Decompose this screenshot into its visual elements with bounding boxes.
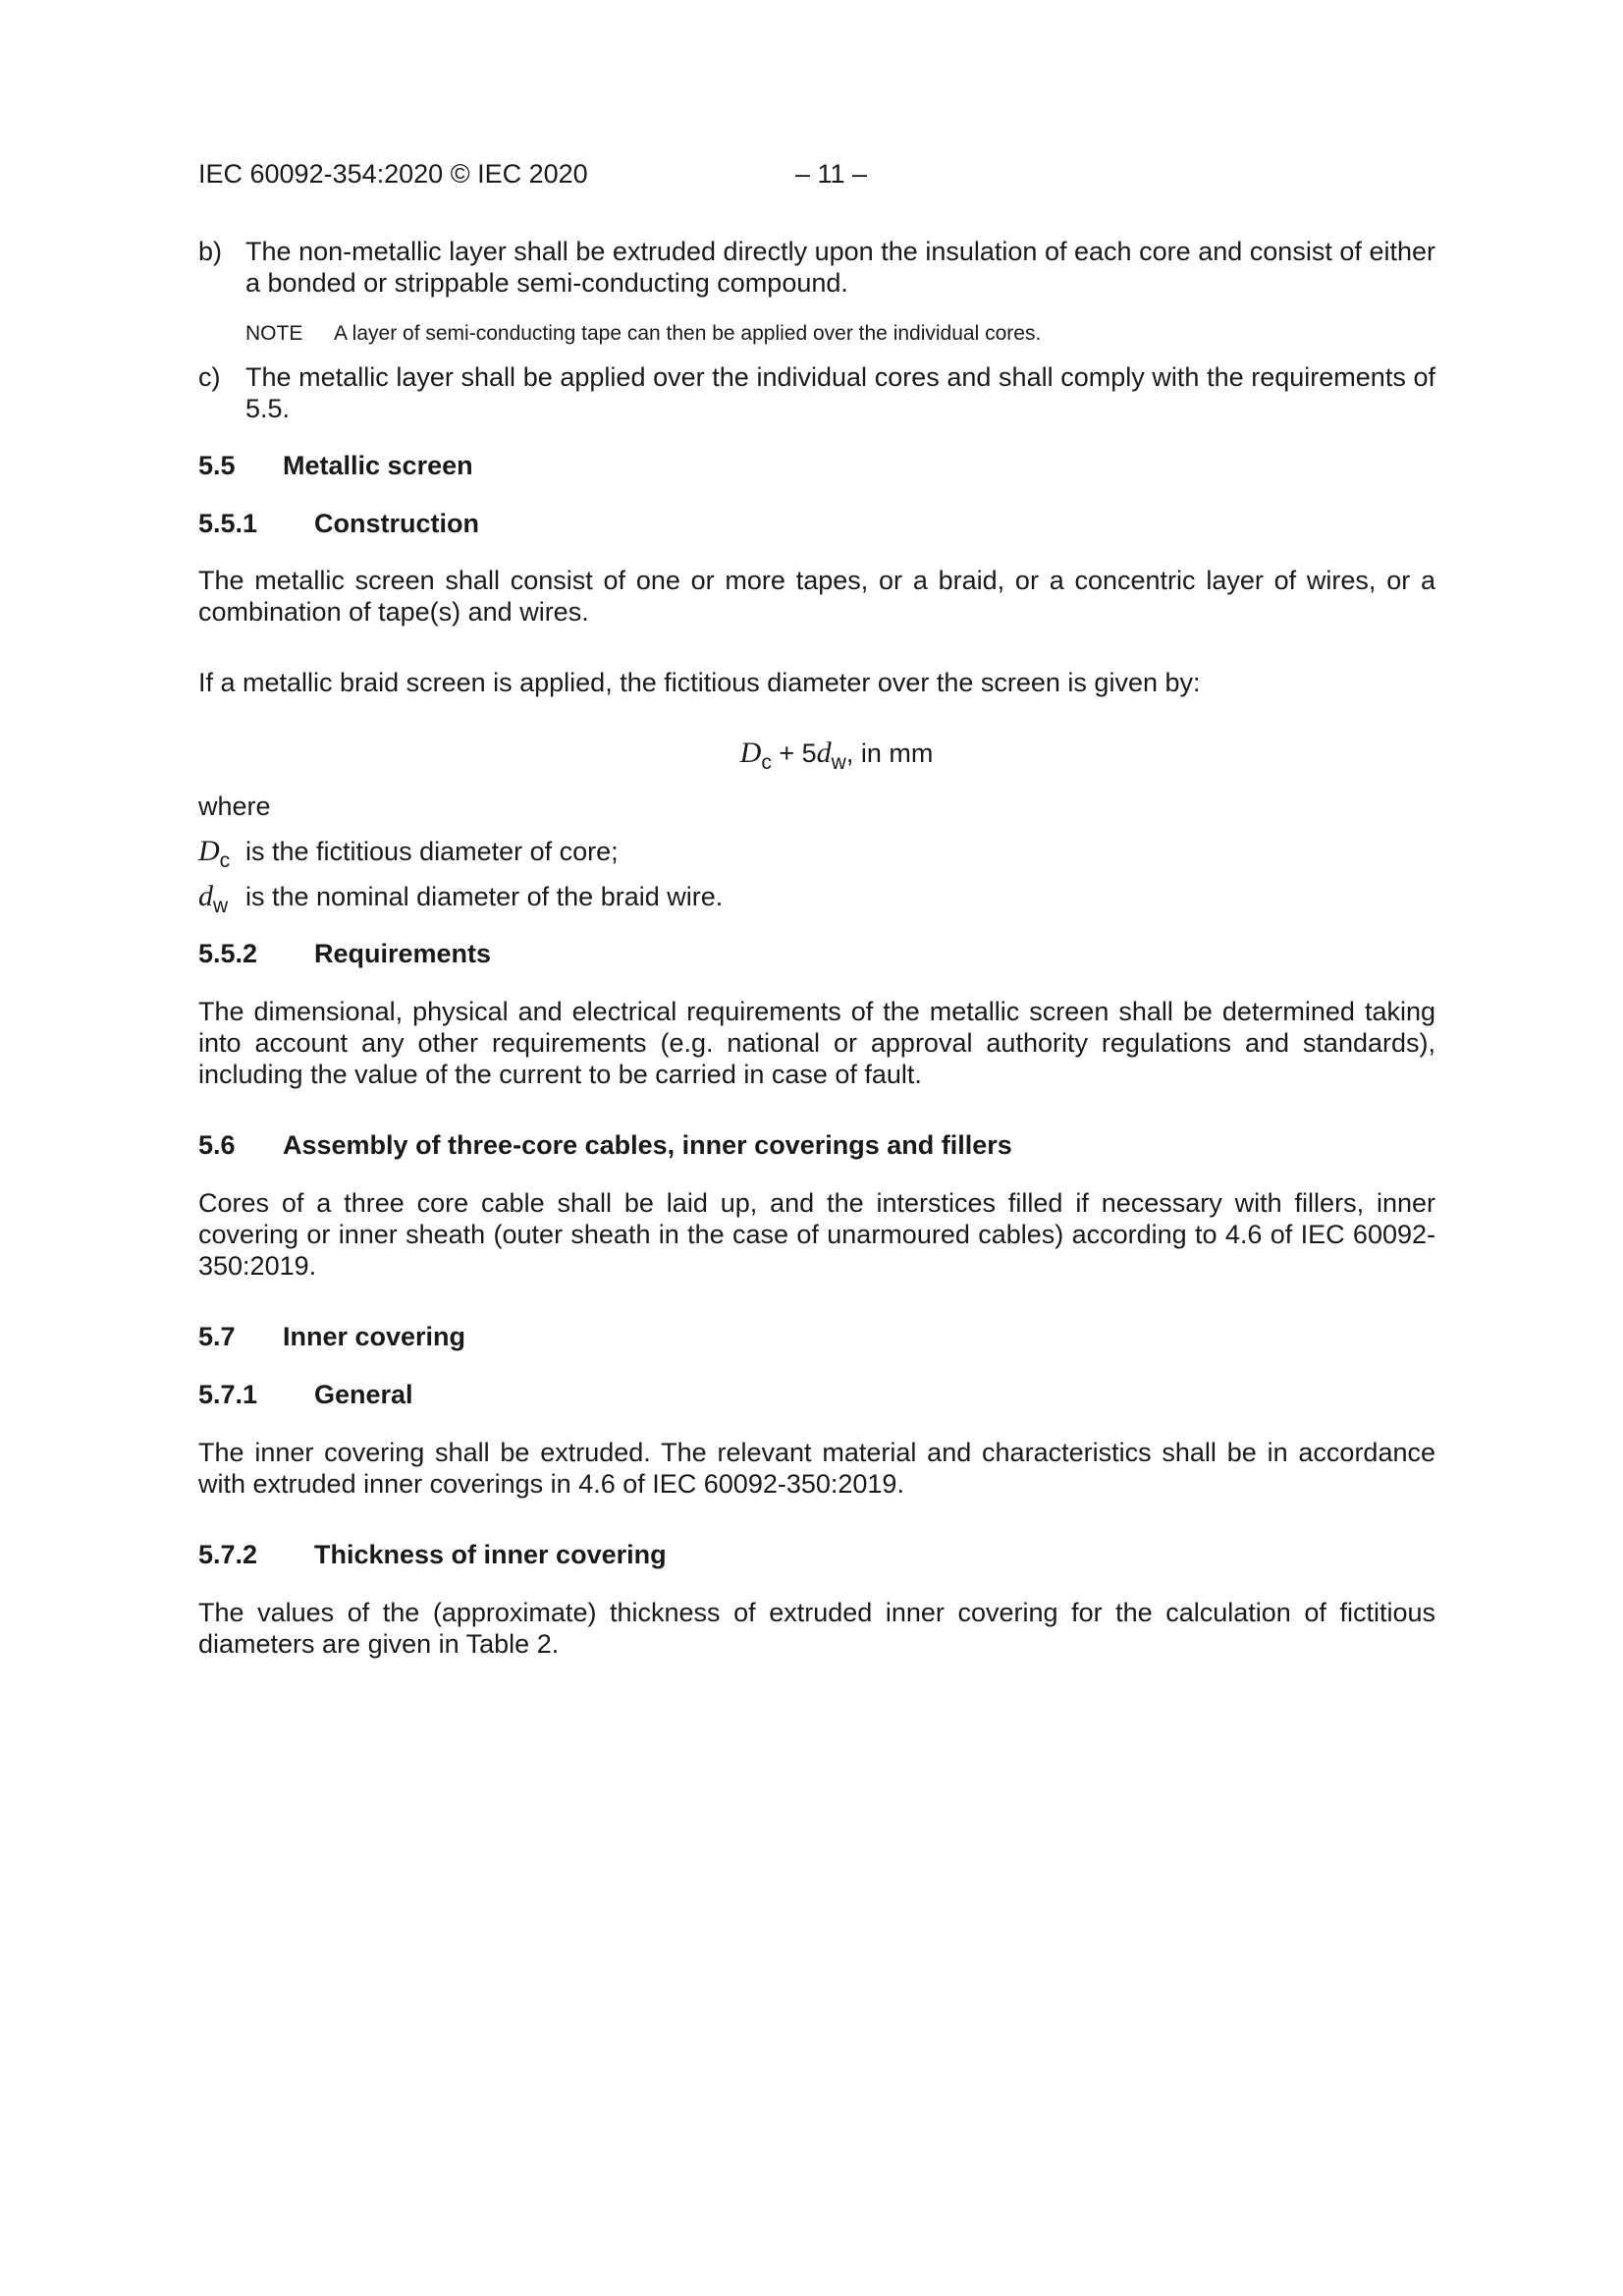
formula-subscript-c: c xyxy=(761,751,772,774)
section-heading-5-7-2 xyxy=(198,1539,1435,1570)
section-number: 5.6 xyxy=(198,1130,236,1160)
paragraph-thickness: The values of the (approximate) thickness of extruded inner covering for the calculation of fictitious diameters are given in Table 2. xyxy=(198,1598,1435,1659)
paragraph-assembly: Cores of a three core cable shall be laid up, and the interstices filled if necessary with fillers, inner covering or inner sheath (outer sheath in the case of unarmoured cables) according to 4.6 of IEC 60092-350:2019. xyxy=(198,1188,1435,1281)
where-item xyxy=(198,835,1435,872)
page-number: – 11 – xyxy=(795,159,868,189)
formula-unit: , in mm xyxy=(845,738,934,768)
paragraph-braid: If a metallic braid screen is applied, the fictitious diameter over the screen is given by: xyxy=(198,668,1201,697)
section-heading-5-5-2 xyxy=(198,938,1435,969)
section-number: 5.5 xyxy=(198,451,236,480)
list-item-b xyxy=(198,236,1435,299)
paragraph-requirements: The dimensional, physical and electrical requirements of the metallic screen shall be determined taking into account any other requirements (e.g. national or approval authority regulations and standards), including the value of the current to be carried in case of fault. xyxy=(198,997,1435,1089)
note-label: NOTE xyxy=(245,322,303,345)
list-item-text: The metallic layer shall be applied over the individual cores and shall comply with the requirements of 5.5. xyxy=(245,362,1435,423)
where-symbol: $D_c$ xyxy=(198,835,231,872)
formula xyxy=(198,737,1435,774)
section-title: Requirements xyxy=(314,939,492,968)
list-item-c xyxy=(198,361,1435,424)
note-text: A layer of semi-conducting tape can then be applied over the individual cores. xyxy=(334,322,1042,345)
section-title: Thickness of inner covering xyxy=(314,1540,667,1569)
section-number: 5.5.1 xyxy=(198,509,258,538)
document-body xyxy=(198,236,1435,1660)
list-marker: b) xyxy=(198,237,223,266)
section-heading-5-5 xyxy=(198,450,1435,481)
section-title: General xyxy=(314,1380,413,1409)
where-definition: is the fictitious diameter of core; xyxy=(245,837,619,866)
list-marker: c) xyxy=(198,362,221,392)
where-symbol: $d_w$ xyxy=(198,880,229,917)
section-number: 5.7.2 xyxy=(198,1540,258,1569)
note xyxy=(245,320,1435,348)
where-label: where xyxy=(198,792,271,821)
section-title: Assembly of three-core cables, inner coverings and fillers xyxy=(283,1130,1012,1160)
list-item-text: The non-metallic layer shall be extruded directly upon the insulation of each core and consist of either a bonded or strippable semi-conducting compound. xyxy=(245,237,1435,298)
section-title: Inner covering xyxy=(283,1322,466,1351)
section-heading-5-7-1 xyxy=(198,1379,1435,1410)
where-item xyxy=(198,880,1435,917)
formula-subscript-w: w xyxy=(831,751,846,774)
section-number: 5.7.1 xyxy=(198,1380,258,1409)
where-definition: is the nominal diameter of the braid wire. xyxy=(245,882,724,911)
formula-symbol-d: d xyxy=(816,737,832,769)
formula-symbol-D: D xyxy=(739,737,762,769)
paragraph-general: The inner covering shall be extruded. The relevant material and characteristics shall be in accordance with extruded inner coverings in 4.6 of IEC 60092-350:2019. xyxy=(198,1438,1435,1499)
section-title: Metallic screen xyxy=(283,451,473,480)
paragraph-construction: The metallic screen shall consist of one or more tapes, or a braid, or a concentric layer of wires, or a combination of tape(s) and wires. xyxy=(198,566,1435,627)
standard-reference: IEC 60092-354:2020 © IEC 2020 xyxy=(198,159,588,189)
section-heading-5-7 xyxy=(198,1321,1435,1352)
section-heading-5-5-1 xyxy=(198,508,1435,539)
section-number: 5.7 xyxy=(198,1322,236,1351)
section-title: Construction xyxy=(314,509,479,538)
section-heading-5-6 xyxy=(198,1129,1435,1161)
formula-plus: + 5 xyxy=(771,738,817,768)
section-number: 5.5.2 xyxy=(198,939,258,968)
